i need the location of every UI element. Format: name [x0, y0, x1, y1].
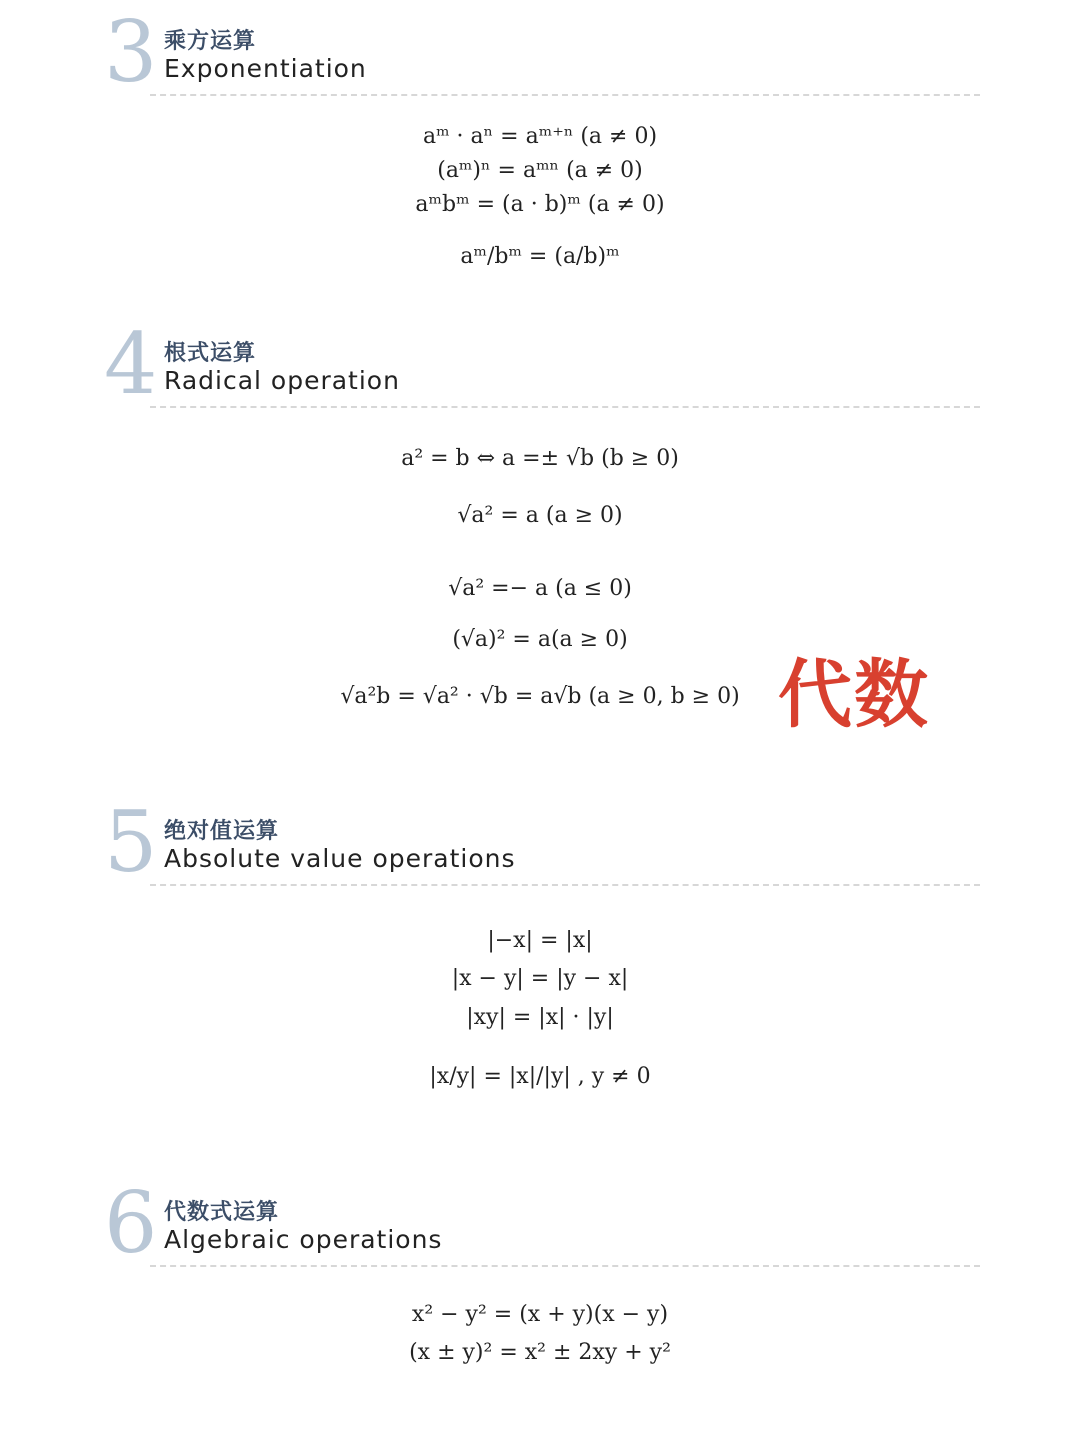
section-title-cn: 根式运算 [164, 341, 257, 366]
formula-line: √a² = a (a ≥ 0) [457, 503, 623, 528]
section-number: 3 [104, 3, 158, 101]
section-4-header [0, 316, 1080, 416]
formula-line: |x − y| = |y − x| [451, 966, 629, 991]
section-6-header [0, 1175, 1080, 1275]
section-number: 6 [104, 1174, 158, 1272]
section-title-en: Exponentiation [164, 54, 367, 83]
formula-line: |x/y| = |x|/|y| , y ≠ 0 [429, 1064, 651, 1089]
side-label-algebra: 代数 [778, 652, 930, 738]
dashed-divider [150, 406, 980, 408]
formula-line: aᵐ/bᵐ = (a/b)ᵐ [460, 244, 620, 269]
section-5-header [0, 794, 1080, 894]
dashed-divider [150, 94, 980, 96]
formula-line: (x ± y)² = x² ± 2xy + y² [409, 1340, 671, 1365]
section-title-cn: 代数式运算 [164, 1200, 280, 1225]
section-number: 4 [104, 315, 158, 413]
section-number: 5 [104, 793, 158, 891]
formula-line: (√a)² = a(a ≥ 0) [452, 627, 628, 652]
section-3-header [0, 4, 1080, 104]
dashed-divider [150, 884, 980, 886]
section-title-cn: 乘方运算 [164, 29, 257, 54]
formula-line: a² = b ⇔ a =± √b (b ≥ 0) [401, 446, 679, 471]
section-title-cn: 绝对值运算 [164, 819, 280, 844]
formula-line: aᵐ · aⁿ = aᵐ⁺ⁿ (a ≠ 0) [422, 124, 658, 149]
section-title-en: Radical operation [164, 366, 400, 395]
section-title-en: Algebraic operations [164, 1225, 443, 1254]
formula-line: aᵐbᵐ = (a · b)ᵐ (a ≠ 0) [415, 192, 665, 217]
section-title-en: Absolute value operations [164, 844, 516, 873]
formula-line: x² − y² = (x + y)(x − y) [411, 1302, 669, 1327]
formula-line: (aᵐ)ⁿ = aᵐⁿ (a ≠ 0) [437, 158, 643, 183]
formula-line: |xy| = |x| · |y| [466, 1005, 614, 1030]
formula-line: √a²b = √a² · √b = a√b (a ≥ 0, b ≥ 0) [340, 684, 740, 709]
formula-line: √a² =− a (a ≤ 0) [448, 576, 632, 601]
formula-line: |−x| = |x| [487, 928, 593, 953]
dashed-divider [150, 1265, 980, 1267]
